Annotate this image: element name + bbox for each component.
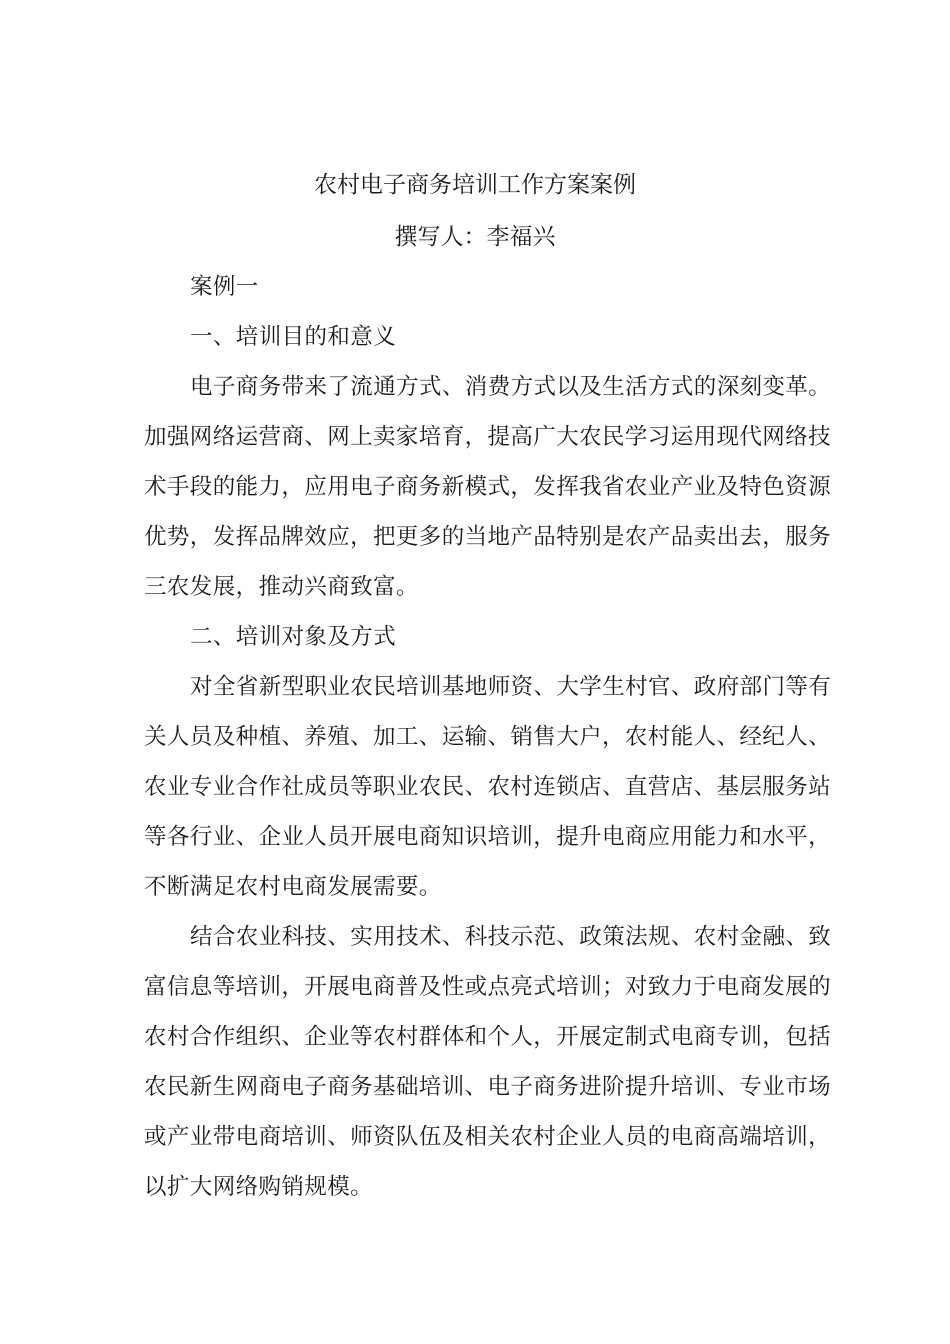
paragraph-line: 三农发展，推动兴商致富。 (144, 574, 419, 600)
paragraph-line: 结合农业科技、实用技术、科技示范、政策法规、农村金融、致 (190, 924, 832, 950)
paragraph-line: 关人员及种植、养殖、加工、运输、销售大户，农村能人、经纪人、 (144, 724, 832, 750)
paragraph-line: 术手段的能力，应用电子商务新模式，发挥我省农业产业及特色资源 (144, 474, 832, 500)
paragraph-line: 电子商务带来了流通方式、消费方式以及生活方式的深刻变革。 (190, 374, 832, 400)
paragraph-line: 等各行业、企业人员开展电商知识培训，提升电商应用能力和水平， (144, 824, 832, 850)
document-title: 农村电子商务培训工作方案案例 (314, 172, 636, 198)
section-heading-purpose: 一、培训目的和意义 (190, 324, 397, 350)
document-author: 撰写人：李福兴 (394, 224, 556, 250)
paragraph-line: 不断满足农村电商发展需要。 (144, 874, 442, 900)
paragraph-line: 加强网络运营商、网上卖家培育，提高广大农民学习运用现代网络技 (144, 424, 832, 450)
paragraph-line: 农村合作组织、企业等农村群体和个人，开展定制式电商专训，包括 (144, 1024, 832, 1050)
case-label: 案例一 (190, 274, 259, 300)
paragraph-line: 或产业带电商培训、师资队伍及相关农村企业人员的电商高端培训， (144, 1124, 832, 1150)
paragraph-line: 以扩大网络购销规模。 (144, 1174, 374, 1200)
section-heading-targets: 二、培训对象及方式 (190, 624, 397, 650)
paragraph-line: 对全省新型职业农民培训基地师资、大学生村官、政府部门等有 (190, 674, 832, 700)
paragraph-line: 农业专业合作社成员等职业农民、农村连锁店、直营店、基层服务站 (144, 774, 832, 800)
paragraph-line: 农民新生网商电子商务基础培训、电子商务进阶提升培训、专业市场 (144, 1074, 832, 1100)
paragraph-line: 富信息等培训，开展电商普及性或点亮式培训；对致力于电商发展的 (144, 974, 832, 1000)
paragraph-line: 优势，发挥品牌效应，把更多的当地产品特别是农产品卖出去，服务 (144, 524, 832, 550)
